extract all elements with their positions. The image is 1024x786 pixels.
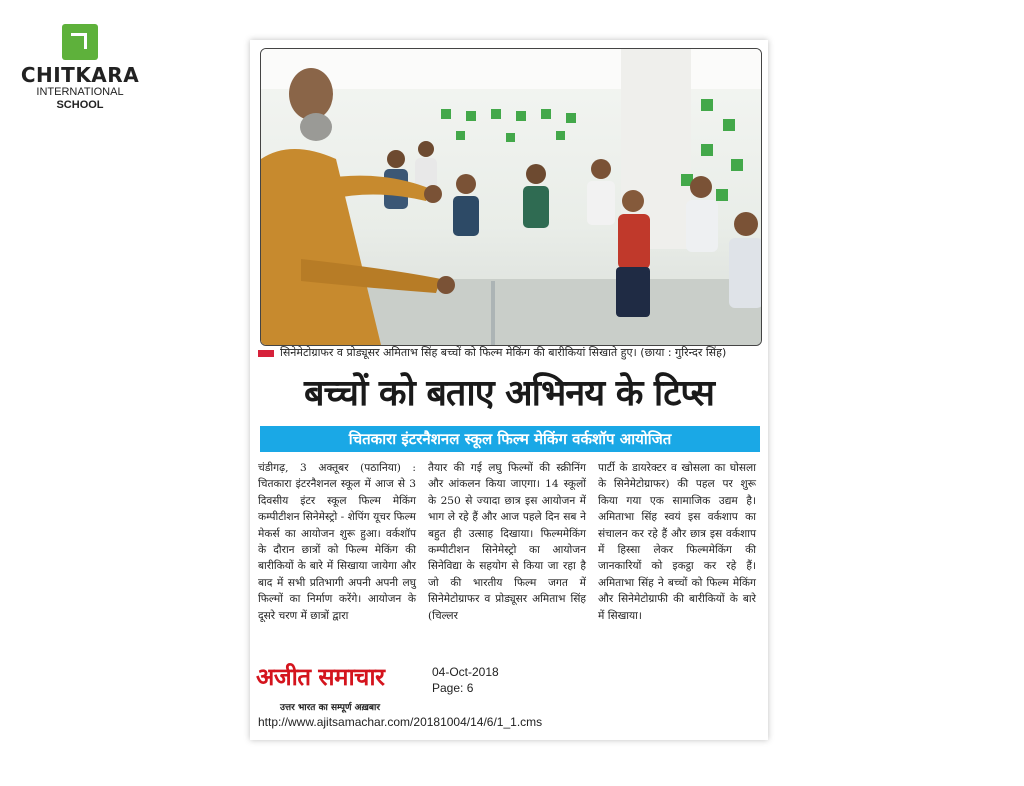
subheadline: चितकारा इंटरनैशनल स्कूल फिल्म मेकिंग वर्कशॉप आयोजित bbox=[260, 426, 760, 452]
logo-name: CHITKARA bbox=[20, 63, 140, 87]
page-number: Page: 6 bbox=[432, 681, 474, 695]
logo-icon bbox=[62, 24, 98, 60]
headline: बच्चों को बताए अभिनय के टिप्स bbox=[303, 373, 714, 414]
publication-info bbox=[432, 664, 499, 696]
newspaper-masthead: अजीत समाचार bbox=[256, 662, 385, 691]
article-column-2: तैयार की गई लघु फिल्मों की स्क्रीनिंग और आंकलन किया जाएगा। 14 स्कूलों के 250 से ज्यादा छात्र इस आयोजन में भाग ले रहे हैं और आज पहले दिन सब ने बहुत ही उत्साह दिखाया। फिल्ममेकिंग कम्पीटीशन सिनेमेस्ट्रो का आयोजन सिनेविद्या के सहयोग से किया जा रहा है जो की भारतीय फिल्म जगत में सिनेमेटोग्राफर व प्रोड्यूसर अमिताभ सिंह (चिल्लर bbox=[428, 462, 586, 622]
school-logo bbox=[20, 24, 140, 112]
photo-caption bbox=[258, 345, 763, 360]
caption-text: सिनेमेटोग्राफर व प्रोड्यूसर अमिताभ सिंह बच्चों को फिल्म मेकिंग की बारीकियां सिखाते हुए। (छाया : गुरिन्दर सिंह) bbox=[280, 346, 727, 359]
publication-date: 04-Oct-2018 bbox=[432, 665, 499, 679]
logo-line2: SCHOOL bbox=[56, 99, 104, 111]
newspaper-clipping bbox=[250, 40, 768, 740]
caption-marker bbox=[258, 350, 274, 357]
classroom-photo-illustration bbox=[261, 49, 761, 345]
article-column-1: चंडीगढ़, 3 अक्तूबर (पठानिया) : चितकारा इंटरनैशनल स्कूल में आज से 3 दिवसीय इंटर स्कूल फिल्म मेकिंग कम्पीटीशन सिनेमेस्ट्रो - शेपिंग यूचर फिल्म मेकर्स का आयोजन शुरू हुआ। वर्कशॉप के दौरान छात्रों को फिल्म मेकिंग की बारीकियों के बारे में सिखाया जायेगा और बाद में सभी प्रतिभागी अपनी अपनी लघु फिल्मों का निर्माण करेंगे। आयोजन के दूसरे चरण में छात्रों द्वारा bbox=[258, 462, 416, 622]
source-url: http://www.ajitsamachar.com/20181004/14/6/1_1.cms bbox=[258, 715, 543, 729]
article-column-3: पार्टी के डायरेक्टर व खोसला का घोसला के सिनेमेटोग्राफर) की पहल पर शुरू किया गया एक सामाजिक उद्यम है। अमिताभा सिंह स्वयं इस वर्कशाप का संचालन कर रहे हैं और छात्र इस वर्कशाप में हिस्सा लेकर फिल्ममेकिंग की जानकारियों को इकट्ठा कर रहे हैं। अमिताभा सिंह ने बच्चों को फिल्म मेकिंग और सिनेमेटोग्राफी की बारीकियों के बारे में सिखाया। bbox=[598, 462, 756, 622]
news-photo bbox=[260, 48, 762, 346]
masthead-tagline: उत्तर भारत का सम्पूर्ण अख़बार bbox=[280, 703, 381, 713]
logo-line1: INTERNATIONAL bbox=[36, 86, 124, 98]
